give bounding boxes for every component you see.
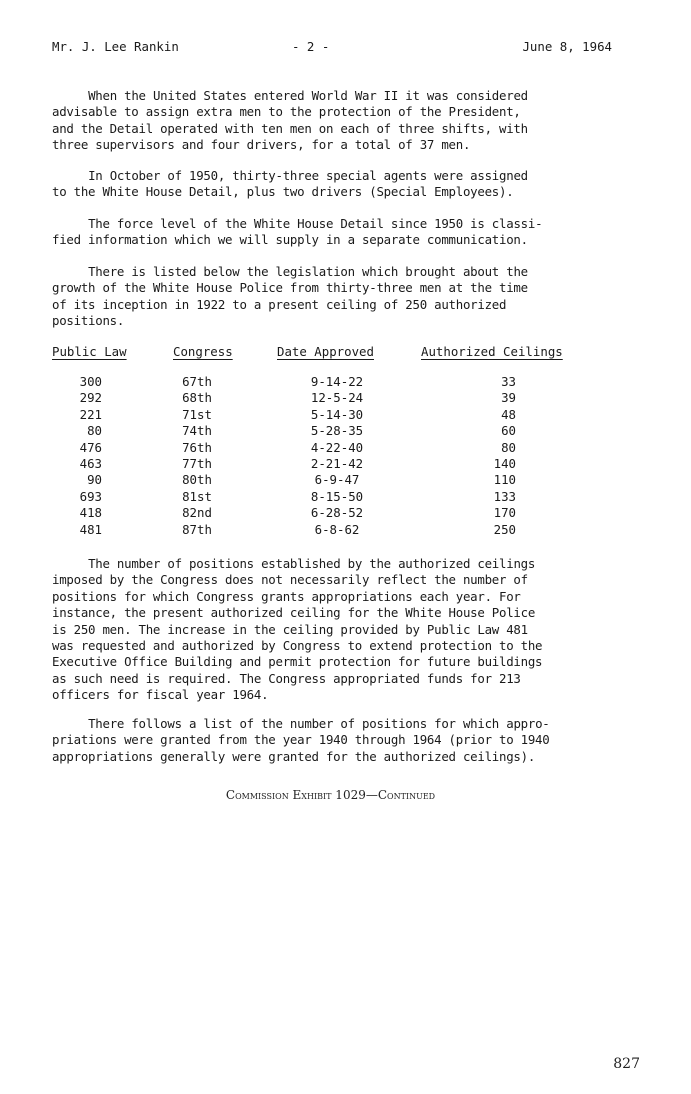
- paragraph-force-level: The force level of the White House Detail since 1950 is classi- fied information which we will supply in a separate communication.: [52, 216, 543, 248]
- table-row: [52, 505, 612, 521]
- header-date-approved: Date Approved: [277, 344, 374, 359]
- cell-public-law: 481: [79, 521, 102, 537]
- cell-date-approved: 6-28-52: [310, 505, 364, 521]
- cell-authorized-ceiling: 250: [493, 521, 516, 537]
- cell-date-approved: 9-14-22: [310, 374, 364, 389]
- table-row: [52, 456, 612, 472]
- page-number: 827: [613, 1056, 640, 1072]
- cell-congress: 74th: [182, 423, 212, 439]
- table-row: [52, 374, 612, 390]
- cell-date-approved: 12-5-24: [310, 390, 364, 406]
- cell-public-law: 476: [79, 439, 102, 455]
- cell-public-law: 300: [79, 374, 102, 389]
- header-congress: Congress: [173, 344, 233, 359]
- cell-congress: 67th: [182, 374, 212, 389]
- cell-date-approved: 4-22-40: [310, 439, 364, 455]
- legislation-table: [52, 344, 612, 538]
- cell-public-law: 90: [87, 472, 102, 488]
- table-header-row: [52, 344, 612, 374]
- header-authorized-ceilings: Authorized Ceilings: [421, 344, 563, 359]
- page-marker: - 2 -: [292, 39, 330, 54]
- cell-authorized-ceiling: 80: [501, 439, 516, 455]
- cell-authorized-ceiling: 60: [501, 423, 516, 439]
- letter-header: [52, 38, 612, 56]
- cell-authorized-ceiling: 140: [493, 455, 516, 471]
- cell-date-approved: 5-28-35: [310, 423, 364, 439]
- cell-date-approved: 6-9-47: [314, 472, 360, 488]
- cell-date-approved: 5-14-30: [310, 406, 364, 422]
- cell-congress: 71st: [182, 406, 212, 422]
- exhibit-caption: Commission Exhibit 1029—Continued: [225, 788, 436, 802]
- table-row: [52, 440, 612, 456]
- cell-congress: 81st: [182, 488, 212, 504]
- paragraph-authorized-ceilings: The number of positions established by the authorized ceilings imposed by the Congress does not necessarily reflect the number of positions for which Congress grants appropriations each year. For instance, the present authorized ceiling for the White House Police is 250 men. The increase in the ceiling provided by Public Law 481 was requested and authorized by Congress to extend protection to the Executive Office Building and permit protection for future buildings as such need is required. The Congress appropriated funds for 213 officers for fiscal year 1964.: [52, 556, 543, 703]
- letter-date: June 8, 1964: [522, 39, 612, 54]
- paragraph-legislation-intro: There is listed below the legislation which brought about the growth of the White House Police from thirty-three men at the time of its inception in 1922 to a present ceiling of 250 authorized positions.: [52, 264, 528, 329]
- cell-public-law: 80: [87, 423, 102, 439]
- cell-congress: 76th: [182, 439, 212, 455]
- paragraph-october-1950: In October of 1950, thirty-three special agents were assigned to the White House Detail, plus two drivers (Special Employees).: [52, 168, 528, 200]
- cell-date-approved: 6-8-62: [314, 521, 360, 537]
- paragraph-world-war-ii: When the United States entered World War II it was considered advisable to assign extra men to the protection of the President, and the Detail operated with ten men on each of three shifts, with three supervisors and four drivers, for a total of 37 men.: [52, 88, 528, 153]
- table-row: [52, 407, 612, 423]
- cell-congress: 87th: [182, 521, 212, 537]
- table-row: [52, 472, 612, 488]
- cell-public-law: 463: [79, 455, 102, 471]
- cell-authorized-ceiling: 33: [501, 374, 516, 389]
- cell-public-law: 693: [79, 488, 102, 504]
- cell-date-approved: 2-21-42: [310, 455, 364, 471]
- cell-authorized-ceiling: 170: [493, 505, 516, 521]
- cell-authorized-ceiling: 39: [501, 390, 516, 406]
- table-row: [52, 489, 612, 505]
- cell-authorized-ceiling: 133: [493, 488, 516, 504]
- table-row: [52, 423, 612, 439]
- table-body: [52, 374, 612, 538]
- cell-congress: 77th: [182, 455, 212, 471]
- addressee: Mr. J. Lee Rankin: [52, 39, 179, 54]
- cell-public-law: 221: [79, 406, 102, 422]
- table-row: [52, 522, 612, 538]
- cell-date-approved: 8-15-50: [310, 488, 364, 504]
- cell-authorized-ceiling: 110: [493, 472, 516, 488]
- header-public-law: Public Law: [52, 344, 127, 359]
- table-row: [52, 390, 612, 406]
- cell-public-law: 292: [79, 390, 102, 406]
- paragraph-appropriations: There follows a list of the number of positions for which appro- priations were granted from the year 1940 through 1964 (prior to 1940 appropriations generally were granted for the authorized ceilings).: [52, 716, 550, 764]
- cell-authorized-ceiling: 48: [501, 406, 516, 422]
- cell-congress: 80th: [182, 472, 212, 488]
- cell-public-law: 418: [79, 505, 102, 521]
- cell-congress: 68th: [182, 390, 212, 406]
- cell-congress: 82nd: [182, 505, 212, 521]
